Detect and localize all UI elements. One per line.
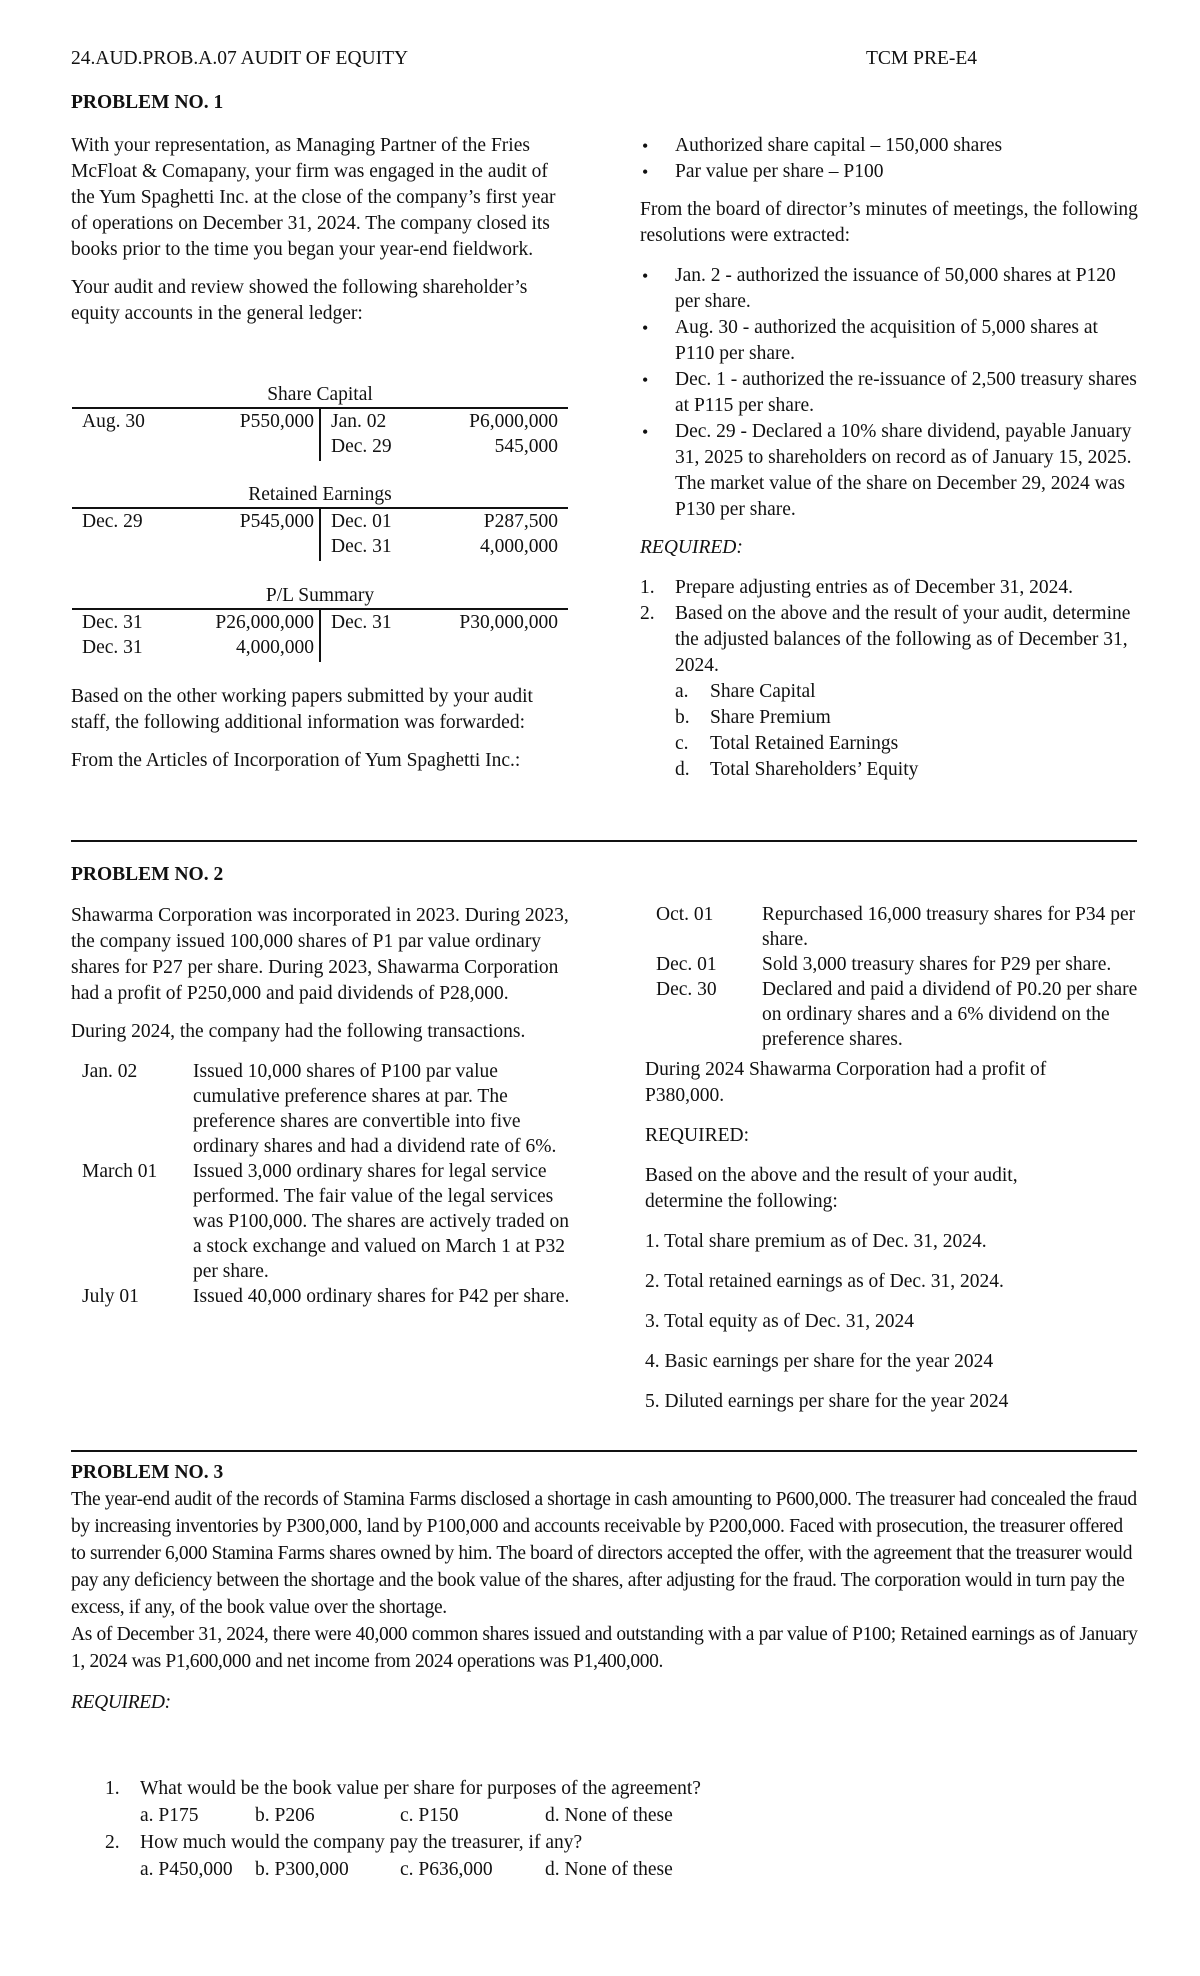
problem-3-title: PROBLEM NO. 3 — [71, 1462, 224, 1483]
required-item: 2. Total retained earnings as of Dec. 31, 2024. — [645, 1271, 1004, 1292]
sub-item: d. Total Shareholders’ Equity — [675, 759, 919, 780]
problem-2-left-column — [71, 903, 581, 1309]
problem-1-intro: With your representation, as Managing Partner of the Fries McFloat & Comapany, your firm was engaged in the audit of the Yum Spaghetti Inc. at the close of the company’s first year of operations on December 31, 2024. The company closed its books prior to the time you began your year-end fieldwork. — [71, 135, 556, 260]
debit-amount: P26,000,000 — [215, 612, 314, 633]
answer-options — [105, 1802, 1005, 1829]
problem-2-title: PROBLEM NO. 2 — [71, 864, 224, 885]
required-item: 4. Basic earnings per share for the year 2024 — [645, 1351, 994, 1372]
transaction-row — [645, 977, 1145, 1052]
transaction-date: March 01 — [82, 1161, 158, 1182]
sub-item: b. Share Premium — [675, 707, 831, 728]
credit-date: Jan. 02 — [331, 411, 387, 432]
minutes-intro: From the board of director’s minutes of meetings, the following resolutions were extracted: — [640, 199, 1138, 246]
required-list — [640, 575, 1140, 783]
required-item: 1. Total share premium as of Dec. 31, 2024. — [645, 1231, 987, 1252]
t-account-divider — [319, 509, 321, 561]
multiple-choice-block — [105, 1775, 1005, 1883]
profit-note: During 2024 Shawarma Corporation had a profit of P380,000. — [645, 1059, 1047, 1106]
t-account-pl-summary — [72, 584, 568, 662]
credit-amount: P30,000,000 — [459, 612, 558, 633]
credit-amount: P6,000,000 — [469, 411, 558, 432]
answer-options — [105, 1856, 1005, 1883]
problem-2-right-column — [645, 902, 1145, 1429]
resolution-item: • Aug. 30 - authorized the acquisition of 5,000 shares at P110 per share. — [640, 315, 1140, 367]
question-text: How much would the company pay the treasurer, if any? — [140, 1832, 583, 1853]
option-b[interactable]: b. P300,000 — [255, 1859, 349, 1880]
required-item: 3. Total equity as of Dec. 31, 2024 — [645, 1311, 915, 1332]
required-item: 1. Prepare adjusting entries as of December 31, 2024. — [640, 577, 1073, 598]
credit-amount: P287,500 — [483, 511, 558, 532]
option-d[interactable]: d. None of these — [545, 1859, 673, 1880]
sub-item: a. Share Capital — [675, 681, 816, 702]
resolution-item: • Dec. 1 - authorized the re-issuance of 2,500 treasury shares at P115 per share. — [640, 367, 1140, 419]
t-account-divider — [319, 610, 321, 662]
problem-1-right-column — [640, 133, 1140, 783]
debit-date: Dec. 29 — [82, 511, 143, 532]
transaction-date: Jan. 02 — [82, 1061, 138, 1082]
transaction-date: Dec. 30 — [656, 979, 717, 1000]
problem-3-body-block — [71, 1486, 1141, 1716]
required-label: REQUIRED: — [71, 1692, 171, 1713]
transaction-row — [645, 952, 1145, 977]
problem-1-additional-block — [71, 684, 571, 774]
transactions-intro: During 2024, the company had the following transactions. — [71, 1021, 526, 1042]
t-account-title: Retained Earnings — [248, 484, 392, 505]
option-c[interactable]: c. P636,000 — [400, 1859, 493, 1880]
document-code-title: 24.AUD.PROB.A.07 AUDIT OF EQUITY — [71, 48, 409, 69]
credit-date: Dec. 31 — [331, 612, 392, 633]
required-sub-list — [675, 679, 1140, 783]
option-a[interactable]: a. P450,000 — [140, 1859, 233, 1880]
option-a[interactable]: a. P175 — [140, 1805, 199, 1826]
required-list — [645, 1163, 1145, 1415]
transaction-description: Issued 40,000 ordinary shares for P42 per share. — [193, 1286, 570, 1307]
transaction-row — [71, 1284, 581, 1309]
transaction-description: Repurchased 16,000 treasury shares for P34 per share. — [762, 904, 1136, 950]
credit-date: Dec. 31 — [331, 536, 392, 557]
t-account-divider — [319, 409, 321, 461]
question-text: What would be the book value per share for purposes of the agreement? — [140, 1778, 701, 1799]
credit-date: Dec. 29 — [331, 436, 392, 457]
option-d[interactable]: d. None of these — [545, 1805, 673, 1826]
transaction-description: Declared and paid a dividend of P0.20 per share on ordinary shares and a 6% dividend on the preference shares. — [762, 979, 1138, 1050]
transaction-row — [645, 902, 1145, 952]
transaction-description: Issued 10,000 shares of P100 par value cumulative preference shares at par. The preference shares are convertible into five ordinary shares and had a dividend rate of 6%. — [193, 1061, 557, 1157]
article-item: • Authorized share capital – 150,000 shares — [640, 133, 1140, 159]
resolutions-list — [640, 263, 1140, 523]
transaction-date: July 01 — [82, 1286, 139, 1307]
problem-3-body: The year-end audit of the records of Stamina Farms disclosed a shortage in cash amounting to P600,000. The treasurer had concealed the fraud by increasing inventories by P300,000, land by P100,000 and accounts receivable by P200,000. Faced with prosecution, the treasurer offered to surrender 6,000 Stamina Farms shares owned by him. The board of directors accepted the offer, with the agreement that the treasurer would pay any deficiency between the shortage and the book value of the shares, after adjusting for the fraud. The corporation would in turn pay the excess, if any, of the book value over the shortage. — [71, 1489, 1137, 1618]
exam-code: TCM PRE-E4 — [866, 48, 978, 69]
problem-2-intro: Shawarma Corporation was incorporated in 2023. During 2023, the company issued 100,000 shares of P1 par value ordinary shares for P27 per share. During 2023, Shawarma Corporation had a profit of P250,000 and paid dividends of P28,000. — [71, 905, 569, 1004]
article-item: • Par value per share – P100 — [640, 159, 1140, 185]
question-item: 1. What would be the book value per share for purposes of the agreement? — [105, 1778, 701, 1799]
required-label: REQUIRED: — [645, 1125, 749, 1146]
question-item: 2. How much would the company pay the treasurer, if any? — [105, 1832, 583, 1853]
option-c[interactable]: c. P150 — [400, 1805, 459, 1826]
debit-date: Dec. 31 — [82, 612, 143, 633]
articles-intro: From the Articles of Incorporation of Yum Spaghetti Inc.: — [71, 750, 521, 771]
debit-amount: P545,000 — [239, 511, 314, 532]
transaction-description: Issued 3,000 ordinary shares for legal service performed. The fair value of the legal services was P100,000. The shares are actively traded on a stock exchange and valued on March 1 at P32 per share. — [193, 1161, 569, 1282]
articles-list — [640, 133, 1140, 185]
debit-amount: P550,000 — [239, 411, 314, 432]
additional-info: Based on the other working papers submitted by your audit staff, the following additional information was forwarded: — [71, 686, 533, 733]
t-account-title: Share Capital — [267, 384, 373, 405]
problem-1-ledger-intro: Your audit and review showed the following shareholder’s equity accounts in the general ledger: — [71, 277, 528, 324]
t-account-share-capital — [72, 383, 568, 461]
transaction-row — [71, 1059, 581, 1159]
resolution-item: • Jan. 2 - authorized the issuance of 50,000 shares at P120 per share. — [640, 263, 1140, 315]
transaction-date: Oct. 01 — [656, 904, 714, 925]
sub-item: c. Total Retained Earnings — [675, 733, 899, 754]
section-divider — [71, 1450, 1137, 1452]
t-account-retained-earnings — [72, 483, 568, 561]
required-item: 5. Diluted earnings per share for the year 2024 — [645, 1391, 1009, 1412]
credit-date: Dec. 01 — [331, 511, 392, 532]
t-account-title: P/L Summary — [265, 585, 375, 606]
required-item: 2. Based on the above and the result of your audit, determine the adjusted balances of the following as of December 31, 2024. a. Share Capital b. Share Premium c. Total Retained Earnings d. Total Shareholders’ Equity — [640, 601, 1140, 783]
problem-1-title: PROBLEM NO. 1 — [71, 92, 224, 113]
required-label: REQUIRED: — [640, 537, 743, 558]
debit-date: Dec. 31 — [82, 637, 143, 658]
resolution-item: • Dec. 29 - Declared a 10% share dividend, payable January 31, 2025 to shareholders on record as of January 15, 2025. The market value of the share on December 29, 2024 was P130 per share. — [640, 419, 1140, 523]
section-divider — [71, 840, 1137, 842]
credit-amount: 545,000 — [494, 436, 558, 457]
debit-date: Aug. 30 — [82, 411, 145, 432]
problem-1-intro-block — [71, 133, 571, 327]
transaction-date: Dec. 01 — [656, 954, 717, 975]
debit-amount: 4,000,000 — [236, 637, 314, 658]
credit-amount: 4,000,000 — [480, 536, 558, 557]
transaction-description: Sold 3,000 treasury shares for P29 per share. — [762, 954, 1112, 975]
transaction-row — [71, 1159, 581, 1284]
required-intro: Based on the above and the result of your audit, determine the following: — [645, 1165, 1018, 1212]
option-b[interactable]: b. P206 — [255, 1805, 315, 1826]
problem-3-body-2: As of December 31, 2024, there were 40,000 common shares issued and outstanding with a par value of P100; Retained earnings as of January 1, 2024 was P1,600,000 and net income from 2024 operations was P1,400,000. — [71, 1624, 1138, 1672]
